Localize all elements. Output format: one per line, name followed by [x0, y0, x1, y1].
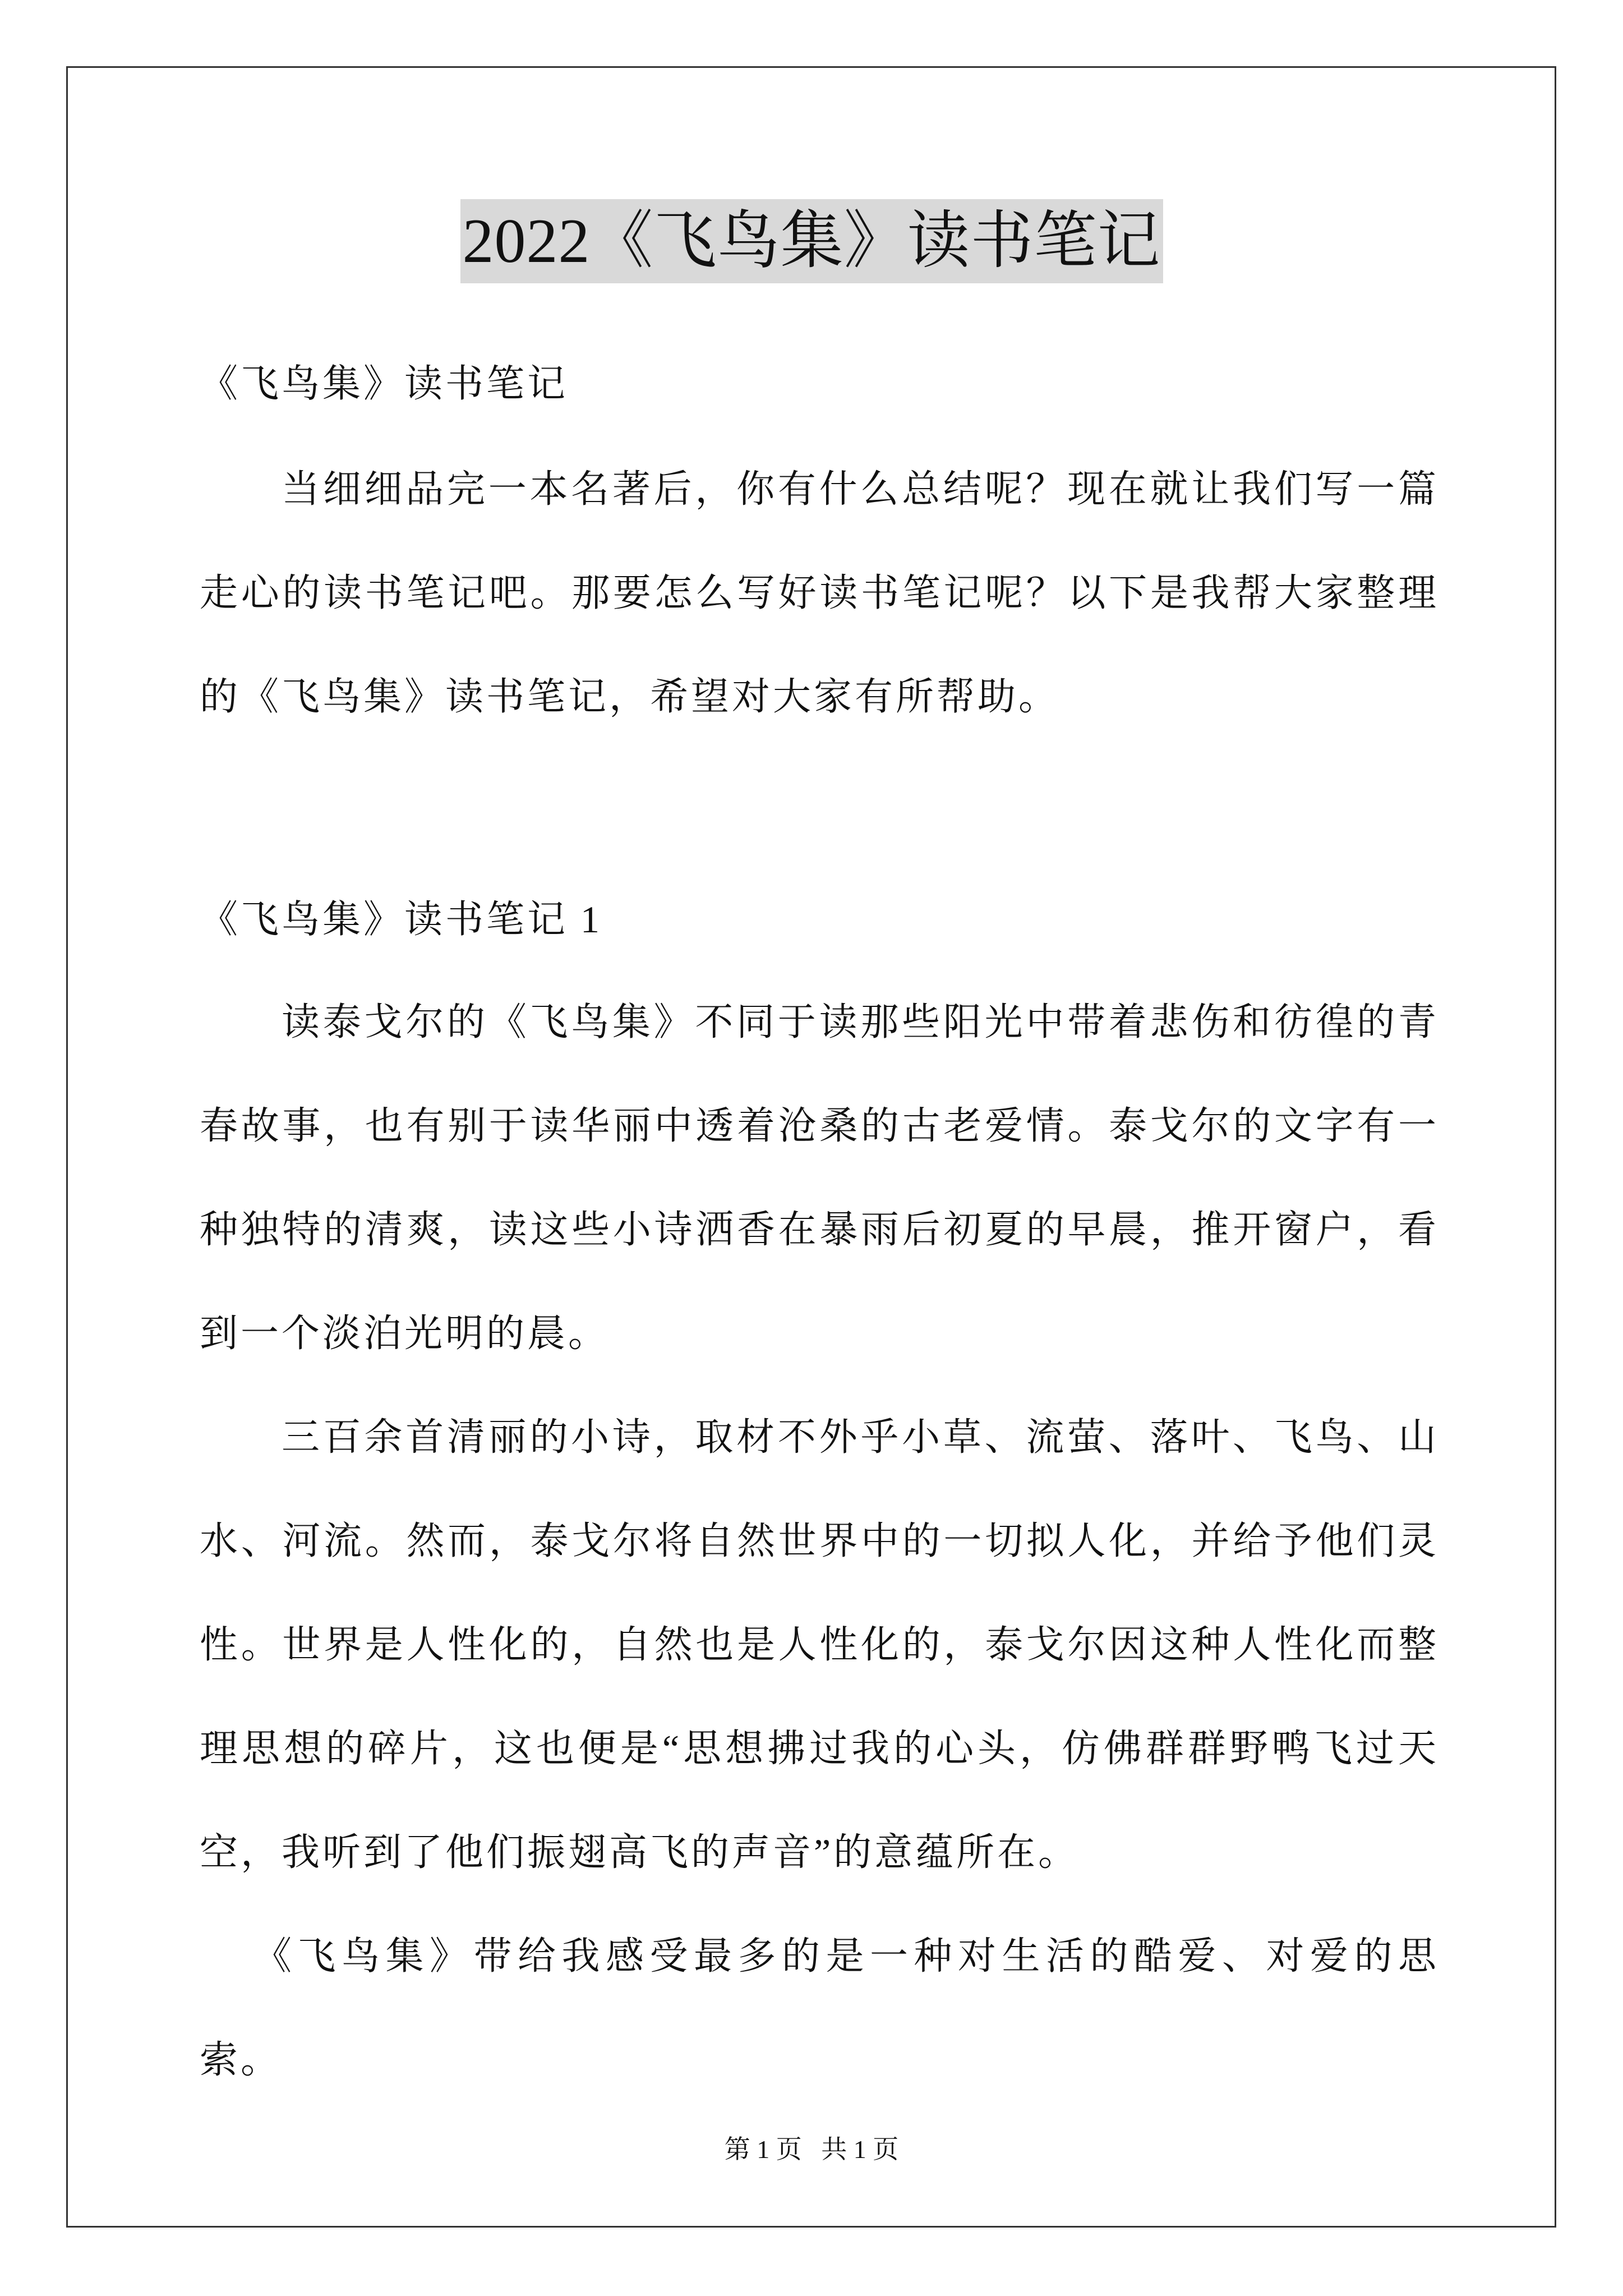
intro-block — [200, 438, 1439, 749]
document-title: 2022《飞鸟集》读书笔记 — [460, 199, 1163, 283]
body-block — [200, 970, 1439, 2112]
title-container — [0, 199, 1623, 283]
intro-paragraph: 当细细品完一本名著后，你有什么总结呢？现在就让我们写一篇走心的读书笔记吧。那要怎么写好读书笔记呢？以下是我帮大家整理的《飞鸟集》读书笔记，希望对大家有所帮助。 — [200, 468, 1439, 718]
page-footer: 第 1 页 共 1 页 — [724, 2135, 899, 2164]
body-paragraph-2: 三百余首清丽的小诗，取材不外乎小草、流萤、落叶、飞鸟、山水、河流。然而，泰戈尔将自然世界中的一切拟人化，并给予他们灵性。世界是人性化的，自然也是人性化的，泰戈尔因这种人性化而整理思想的碎片，这也便是“思想拂过我的心头，仿佛群群野鸭飞过天空，我听到了他们振翅高飞的声音”的意蕴所在。 — [200, 1416, 1439, 1874]
section-heading: 《飞鸟集》读书笔记 1 — [200, 898, 603, 941]
body-paragraph-1: 读泰戈尔的《飞鸟集》不同于读那些阳光中带着悲伤和彷徨的青春故事，也有别于读华丽中透着沧桑的古老爱情。泰戈尔的文字有一种独特的清爽，读这些小诗洒香在暴雨后初夏的早晨，推开窗户，看到一个淡泊光明的晨。 — [200, 1001, 1439, 1355]
body-paragraph-3: 《飞鸟集》带给我感受最多的是一种对生活的酷爱、对爱的思索。 — [200, 1935, 1439, 2081]
document-heading: 《飞鸟集》读书笔记 — [200, 362, 569, 405]
